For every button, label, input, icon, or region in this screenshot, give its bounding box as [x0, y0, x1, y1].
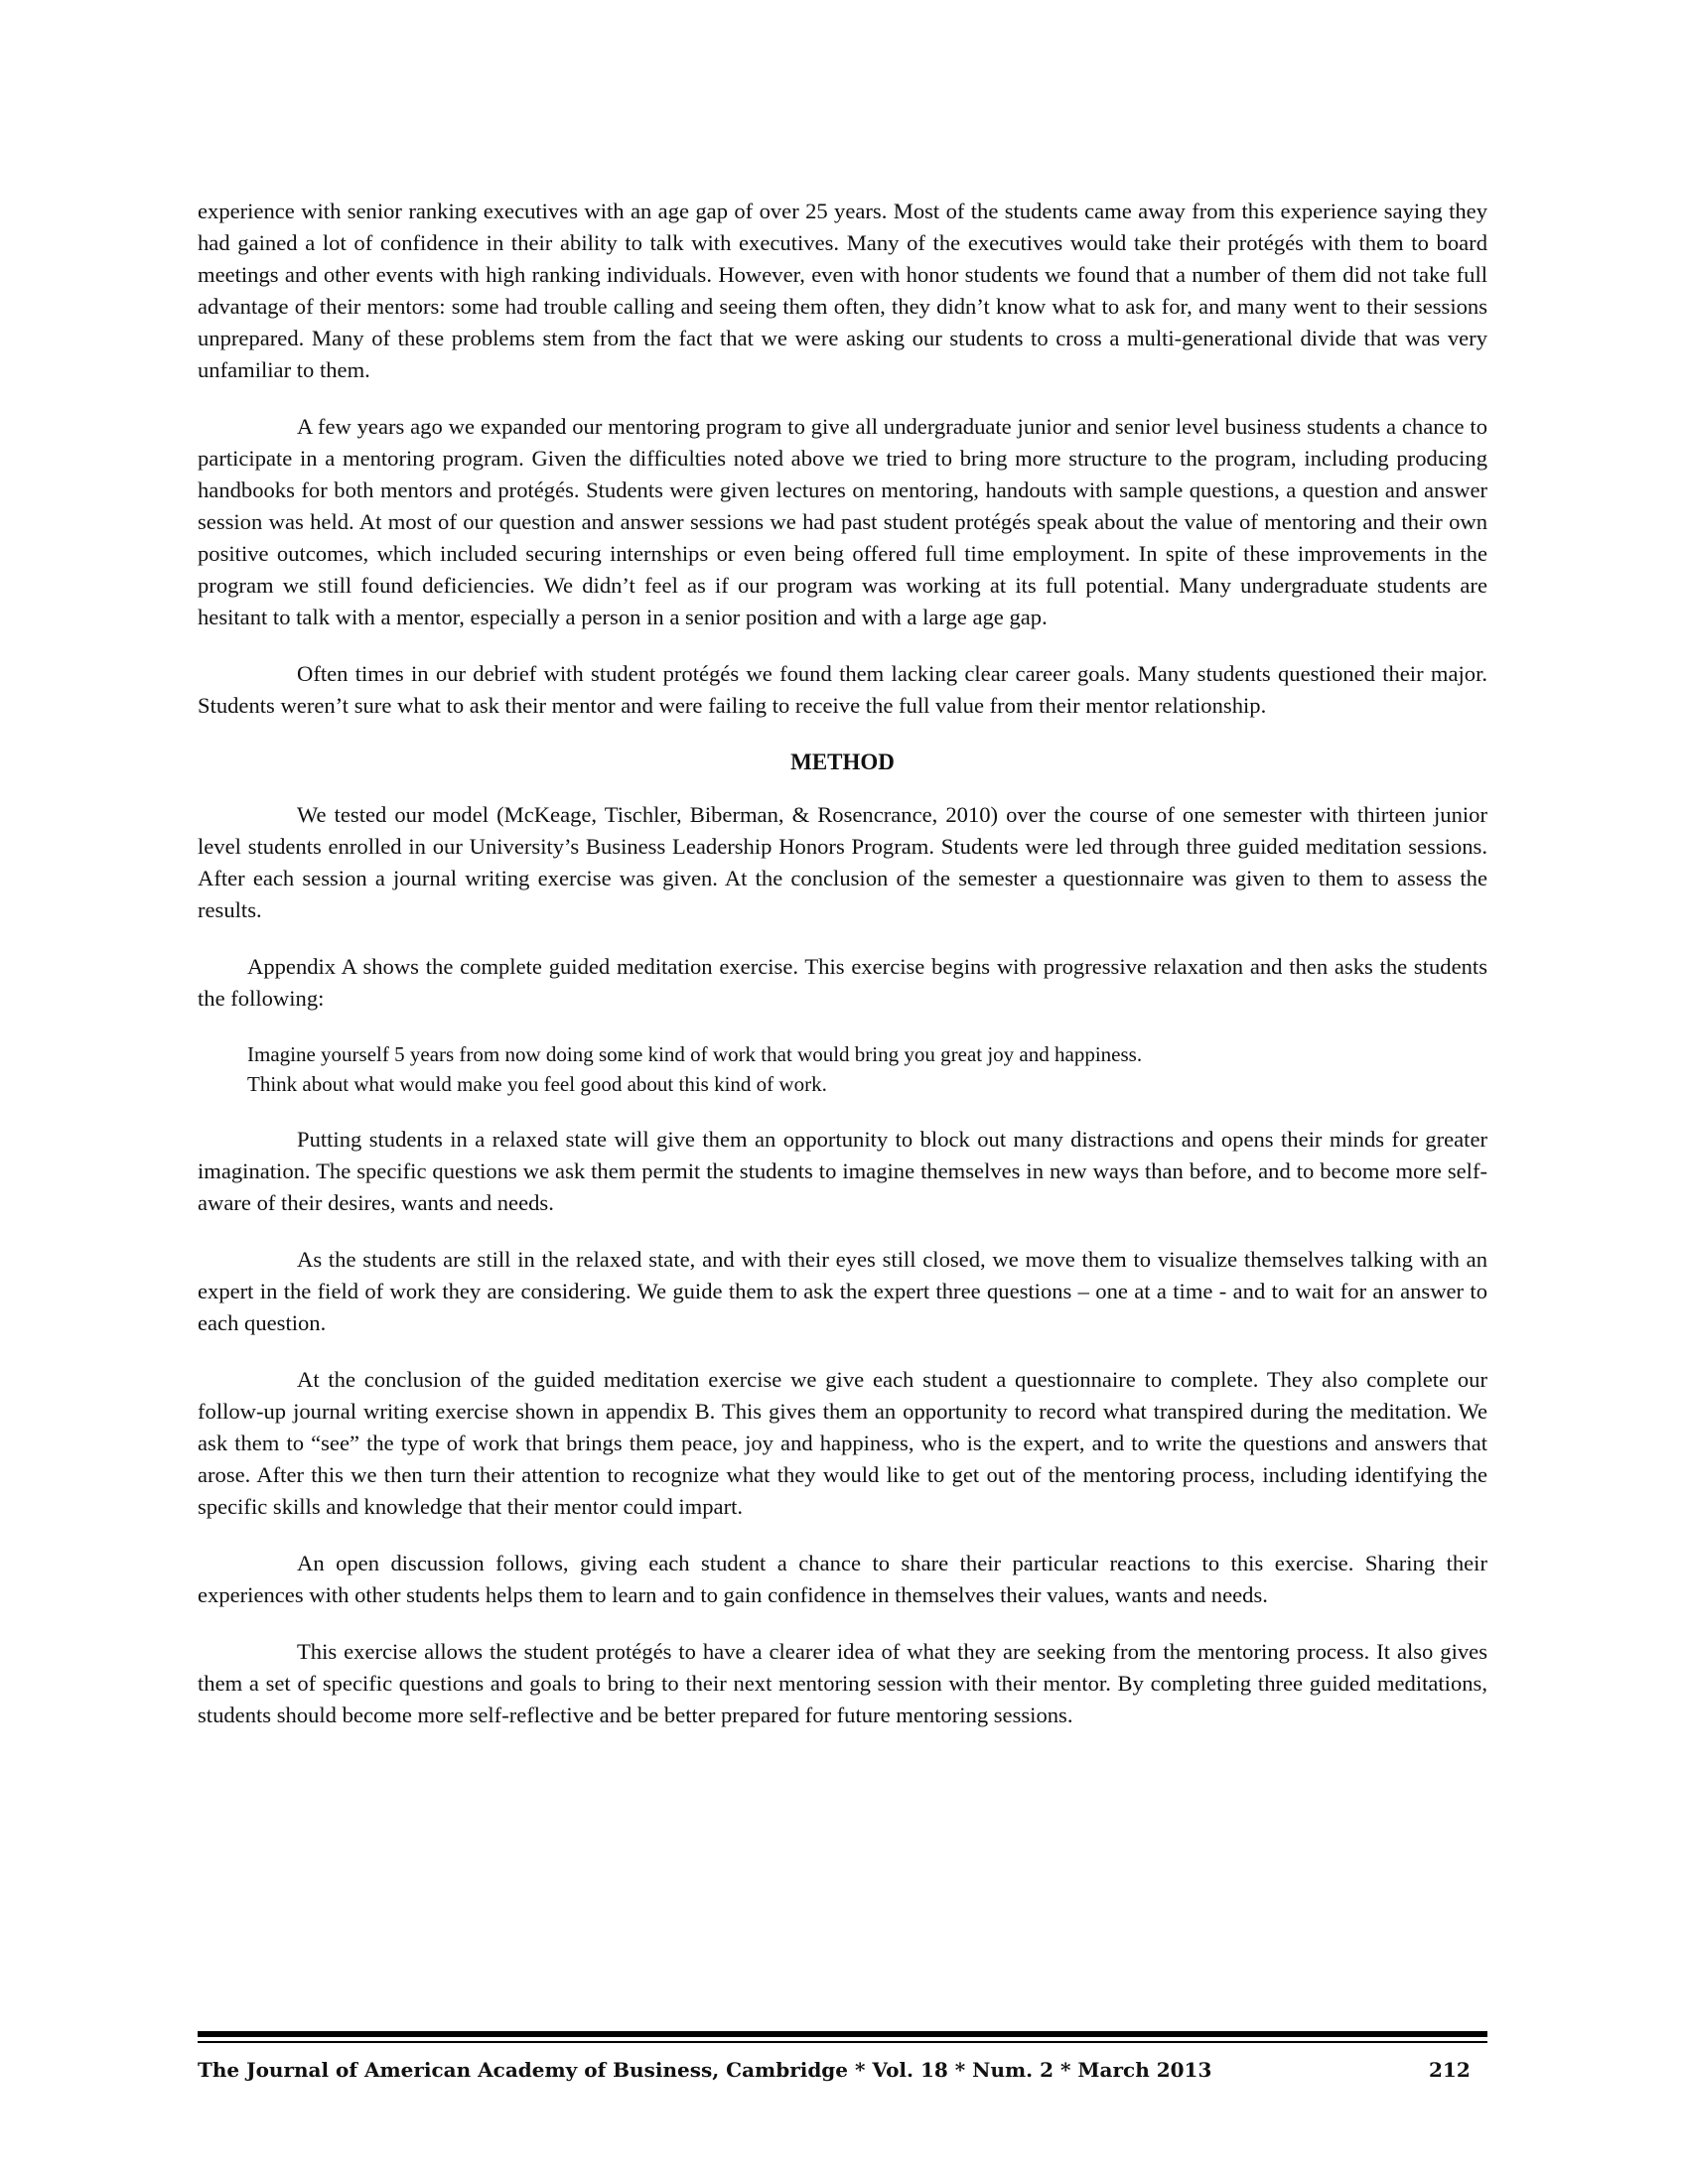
quote-line: Imagine yourself 5 years from now doing some kind of work that would bring you great joy and happiness. — [247, 1042, 1143, 1066]
journal-citation: The Journal of American Academy of Business, Cambridge * Vol. 18 * Num. 2 * March 2013 — [198, 2058, 1212, 2082]
page-number: 212 — [1429, 2058, 1471, 2082]
paragraph-appendix-a: Appendix A shows the complete guided meditation exercise. This exercise begins with progressive relaxation and then asks the students the following: — [198, 954, 1487, 1011]
section-heading-method: METHOD — [790, 750, 895, 774]
quote-line: Think about what would make you feel good about this kind of work. — [247, 1072, 827, 1096]
paragraph-mentor-experience: experience with senior ranking executives with an age gap of over 25 years. Most of the students came away from this experience saying they had gained a lot of confidence in their ability to talk with executives. Many of the executives would take their protégés with them to board meetings and other events with high ranking individuals. However, even with honor students we found that a number of them did not take full advantage of their mentors: some had trouble calling and seeing them often, they didn’t know what to ask for, and many went to their sessions unprepared. Many of these problems stem from the fact that we were asking our students to cross a multi-generational divide that was very unfamiliar to them. — [198, 199, 1487, 382]
paragraph-relaxed-state: Putting students in a relaxed state will give them an opportunity to block out many distractions and opens their minds for greater imagination. The specific questions we ask them permit the students to imagine themselves in new ways than before, and to become more self-aware of their desires, wants and needs. — [198, 1127, 1487, 1215]
footer-rule-thick — [198, 2031, 1487, 2037]
paragraph-debrief: Often times in our debrief with student protégés we found them lacking clear career goals. Many students questioned their major. Students weren’t sure what to ask their mentor and were failing to receive the full value from their mentor relationship. — [198, 661, 1487, 718]
paragraph-conclusion-exercise: At the conclusion of the guided meditation exercise we give each student a questionnaire to complete. They also complete our follow-up journal writing exercise shown in appendix B. This gives them an opportunity to record what transpired during the meditation. We ask them to “see” the type of work that brings them peace, joy and happiness, who is the expert, and to write the questions and answers that arose. After this we then turn their attention to recognize what they would like to get out of the mentoring process, including identifying the specific skills and knowledge that their mentor could impart. — [198, 1367, 1487, 1519]
meditation-quote — [247, 1039, 1487, 1099]
paragraph-tested-model: We tested our model (McKeage, Tischler, Biberman, & Rosencrance, 2010) over the course of one semester with thirteen junior level students enrolled in our University’s Business Leadership Honors Program. Students were led through three guided meditation sessions. After each session a journal writing exercise was given. At the conclusion of the semester a questionnaire was given to them to assess the results. — [198, 802, 1487, 922]
paragraph-expanded-program: A few years ago we expanded our mentoring program to give all undergraduate junior and senior level business students a chance to participate in a mentoring program. Given the difficulties noted above we tried to bring more structure to the program, including producing handbooks for both mentors and protégés. Students were given lectures on mentoring, handouts with sample questions, a question and answer session was held. At most of our question and answer sessions we had past student protégés speak about the value of mentoring and their own positive outcomes, which included securing internships or even being offered full time employment. In spite of these improvements in the program we still found deficiencies. We didn’t feel as if our program was working at its full potential. Many undergraduate students are hesitant to talk with a mentor, especially a person in a senior position and with a large age gap. — [198, 414, 1487, 629]
paragraph-open-discussion: An open discussion follows, giving each student a chance to share their particular reactions to this exercise. Sharing their experiences with other students helps them to learn and to gain confidence in themselves their values, wants and needs. — [198, 1551, 1487, 1607]
paragraph-exercise-benefits: This exercise allows the student protégés to have a clearer idea of what they are seeking from the mentoring process. It also gives them a set of specific questions and goals to bring to their next mentoring session with their mentor. By completing three guided meditations, students should become more self-reflective and be better prepared for future mentoring sessions. — [198, 1639, 1487, 1727]
paragraph-visualize-expert: As the students are still in the relaxed state, and with their eyes still closed, we move them to visualize themselves talking with an expert in the field of work they are considering. We guide them to ask the expert three questions – one at a time - and to wait for an answer to each question. — [198, 1247, 1487, 1335]
page-body — [198, 196, 1487, 1756]
footer-rule-thin — [198, 2041, 1487, 2043]
